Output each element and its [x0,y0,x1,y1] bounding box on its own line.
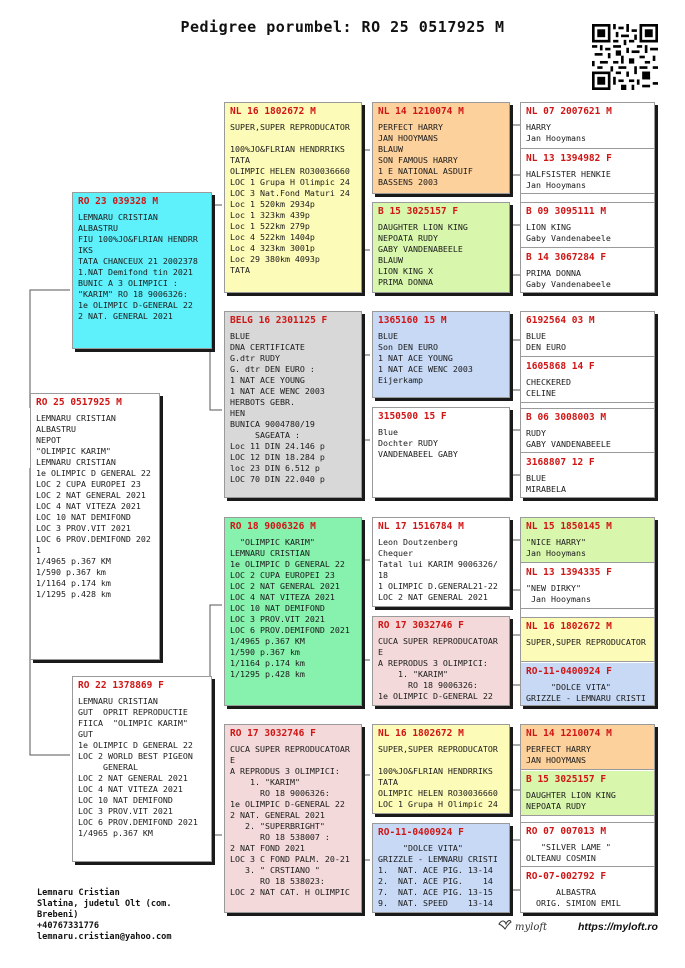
gggp-12[interactable] [521,663,654,706]
subject-details: LEMNARU CRISTIAN ALBASTRU NEPOT "OLIMPIC KARIM" LEMNARU CRISTIAN 1e OLIMPIC D GENERAL 22 LOC 2 CUPA EUROPEI 23 LOC 2 NAT GENERAL 2021 LOC 4 NAT VITEZA 2021 LOC 10 NAT DEMIFOND LOC 3 PROV.VIT 2021 LOC 6 PROV.DEMIFOND 2021 1/4965 p.367 KM 1/590 p.367 km 1/1164 p.174 km 1/1295 p.428 km [36,413,151,599]
gggp-7[interactable] [521,408,654,453]
gggp-5-details: BLUE DEN EURO [526,331,566,352]
ggp-1-ring: NL 14 1210074 M [378,106,464,117]
card-ggp-1[interactable] [372,102,510,194]
owner-email[interactable]: lemnaru.cristian@yahoo.com [37,932,172,942]
gggp-11-ring: NL 16 1802672 M [526,621,612,632]
gggp-13-details: PERFECT HARRY JAN HOOYMANS [526,744,591,765]
ggp-2-details: DAUGHTER LION KING NEPOATA RUDY GABY VANDENABEELE BLAUW LION KING X PRIMA DONNA [378,222,468,287]
card-mother[interactable] [72,676,212,862]
card-gggp-pair-3[interactable] [520,517,655,706]
ggp-6-ring: RO 17 3032746 F [378,620,464,631]
gggp-5-ring: 6192564 03 M [526,315,595,326]
card-maternal-grandfather[interactable] [224,517,362,706]
ggp-2-ring: B 15 3025157 F [378,206,459,217]
card-ggp-4[interactable] [372,407,510,498]
gggp-15-details: "SILVER LAME " OLTEANU COSMIN [526,842,611,863]
card-ggp-5[interactable] [372,517,510,607]
father-details: LEMNARU CRISTIAN ALBASTRU FIU 100%JO&FLRIAN HENDRR IKS TATA CHANCEUX 21 2002378 1.NAT Demifond tin 2021 BUNIC A 3 OLIMPICI : "KARIM" RO 18 9006326: 1e OLIMPIC D-GENERAL 22 2 NAT. GENERAL 2021 [78,212,198,321]
father-ring: RO 23 039328 M [78,196,159,207]
paternal-grandmother-details: BLUE DNA CERTIFICATE G.dtr RUDY G. dtr DEN EURO : 1 NAT ACE YOUNG 1 NAT ACE WENC 2003 HERBOTS GEBR. HEN BUNICA 9004780/19 SAGEATA : Loc 11 DIN 24.146 p LOC 12 DIN 18.284 p loc 23 DIN 6.512 p LOC 70 DIN 22.040 p [230,331,325,484]
gggp-16-ring: RO-07-002792 F [526,871,607,882]
paternal-grandfather-ring: NL 16 1802672 M [230,106,316,117]
ggp-3-ring: 1365160 15 M [378,315,447,326]
card-ggp-7[interactable] [372,724,510,814]
myloft-logo [498,918,547,933]
gggp-15-ring: RO 07 007013 M [526,826,607,837]
maternal-grandmother-details: CUCA SUPER REPRODUCATOAR E A REPRODUS 3 OLIMPICI: 1. "KARIM" RO 18 9006326: 1e OLIMPIC D-GENERAL 22 2 NAT. GENERAL 2021 2. "SUPERBRIGHT" RO 18 538007 : 2 NAT FOND 2021 LOC 3 C FOND PALM. 20-21 3. " CRSTIANO " RO 18 538023: LOC 2 NAT CAT. H OLIMPIC [230,744,350,897]
gggp-15[interactable] [521,822,654,867]
gggp-8-details: BLUE MIRABELA [526,473,566,494]
owner-info [37,888,172,943]
owner-location-2: Brebeni) [37,910,79,920]
card-ggp-8[interactable] [372,823,510,913]
gggp-9-ring: NL 15 1850145 M [526,521,612,532]
gggp-16[interactable] [521,868,654,913]
maternal-grandfather-ring: RO 18 9006326 M [230,521,316,532]
gggp-1[interactable] [521,103,654,149]
card-maternal-grandmother[interactable] [224,724,362,913]
ggp-8-details: "DOLCE VITA" GRIZZLE - LEMNARU CRISTI 1. NAT. ACE PIG. 13-14 2. NAT. ACE PIG. 14 7. NAT. ACE PIG. 13-15 9. NAT. SPEED 13-14 [378,843,498,908]
gggp-6-ring: 1605868 14 F [526,361,595,372]
gggp-11-details: SUPER,SUPER REPRODUCATOR [526,637,646,647]
gggp-9-details: "NICE HARRY" Jan Hooymans [526,537,586,558]
card-subject[interactable] [30,393,160,660]
gggp-13[interactable] [521,725,654,770]
gggp-1-ring: NL 07 2007621 M [526,106,612,117]
gggp-12-ring: RO-11-0400924 F [526,666,612,677]
qr-code [592,24,658,90]
gggp-1-details: HARRY Jan Hooymans [526,122,586,143]
maternal-grandmother-ring: RO 17 3032746 F [230,728,316,739]
logo-text: myloft [515,922,548,933]
gggp-12-details: "DOLCE VITA" GRIZZLE - LEMNARU CRISTI [526,682,646,703]
card-ggp-6[interactable] [372,616,510,706]
gggp-10[interactable] [521,564,654,609]
card-gggp-pair-1[interactable] [520,102,655,293]
owner-location: Slatina, judetul Olt (com. [37,899,172,909]
paternal-grandmother-ring: BELG 16 2301125 F [230,315,328,326]
ggp-8-ring: RO-11-0400924 F [378,827,464,838]
owner-name: Lemnaru Cristian [37,888,120,898]
gggp-4-ring: B 14 3067284 F [526,252,607,263]
card-paternal-grandfather[interactable] [224,102,362,293]
ggp-4-details: Blue Dochter RUDY VANDENABEEL GABY [378,427,458,459]
gggp-14[interactable] [521,771,654,816]
card-ggp-2[interactable] [372,202,510,293]
gggp-3-details: LION KING Gaby Vandenabeele [526,222,611,243]
ggp-4-ring: 3150500 15 F [378,411,447,422]
gggp-16-details: ALBASTRA ORIG. SIMION EMIL [536,887,621,908]
gggp-5[interactable] [521,312,654,357]
mother-ring: RO 22 1378869 F [78,680,164,691]
ggp-1-details: PERFECT HARRY JAN HOOYMANS BLAUW SON FAMOUS HARRY 1 E NATIONAL ASDUIF BASSENS 2003 [378,122,473,187]
card-ggp-3[interactable] [372,311,510,398]
gggp-7-details: RUDY GABY VANDENABEELE [526,428,611,449]
card-father[interactable] [72,192,212,349]
gggp-8[interactable] [521,454,654,498]
ggp-7-details: SUPER,SUPER REPRODUCATOR 100%JO&FLRIAN HENDRRIKS TATA OLIMPIC HELEN RO30036660 LOC 1 Grupa H Olimpic 24 [378,744,498,809]
gggp-3-ring: B 09 3095111 M [526,206,607,217]
gggp-10-ring: NL 13 1394335 F [526,567,612,578]
gggp-8-ring: 3168807 12 F [526,457,595,468]
gggp-11[interactable] [521,617,654,662]
gggp-2[interactable] [521,150,654,194]
ggp-7-ring: NL 16 1802672 M [378,728,464,739]
subject-ring: RO 25 0517925 M [36,397,122,408]
maternal-grandfather-details: "OLIMPIC KARIM" LEMNARU CRISTIAN 1e OLIMPIC D GENERAL 22 LOC 2 CUPA EUROPEI 23 LOC 2 NAT GENERAL 2021 LOC 4 NAT VITEZA 2021 LOC 10 NAT DEMIFOND LOC 3 PROV.VIT 2021 LOC 6 PROV.DEMIFOND 2021 1/4965 p.367 KM 1/590 p.367 km 1/1164 p.174 km 1/1295 p.428 km [230,537,350,679]
gggp-3[interactable] [521,202,654,248]
ggp-5-details: Leon Doutzenberg Chequer Tatal lui KARIM 9006326/ 18 1 OLIMPIC D.GENERAL21-22 LOC 2 NAT GENERAL 2021 [378,537,498,602]
gggp-4-details: PRIMA DONNA Gaby Vandenabeele [526,268,611,289]
gggp-6-details: CHECKERED CELINE [526,377,571,398]
gggp-7-ring: B 06 3008003 M [526,412,607,423]
gggp-6[interactable] [521,358,654,403]
ggp-6-details: CUCA SUPER REPRODUCATOAR E A REPRODUS 3 OLIMPICI: 1. "KARIM" RO 18 9006326: 1e OLIMPIC D-GENERAL 22 [378,636,498,701]
gggp-9[interactable] [521,518,654,563]
gggp-2-ring: NL 13 1394982 F [526,153,612,164]
bird-icon [498,918,512,933]
gggp-10-details: "NEW DIRKY" Jan Hooymans [526,583,591,604]
gggp-4[interactable] [521,249,654,293]
gggp-2-details: HALFSISTER HENKIE Jan Hooymans [526,169,611,190]
gggp-14-details: DAUGHTER LION KING NEPOATA RUDY [526,790,616,811]
owner-phone: +40767331776 [37,921,100,931]
site-link[interactable]: https://myloft.ro [578,921,658,933]
gggp-14-ring: B 15 3025157 F [526,774,607,785]
page-title: Pedigree porumbel: RO 25 0517925 M [180,18,505,36]
card-paternal-grandmother[interactable] [224,311,362,498]
ggp-5-ring: NL 17 1516784 M [378,521,464,532]
mother-details: LEMNARU CRISTIAN GUT OPRIT REPRODUCTIE FIICA "OLIMPIC KARIM" GUT 1e OLIMPIC D GENERAL 22 LOC 2 WORLD BEST PIGEON GENERAL LOC 2 NAT GENERAL 2021 LOC 4 NAT VITEZA 2021 LOC 10 NAT DEMIFOND LOC 3 PROV.VIT 2021 LOC 6 PROV.DEMIFOND 2021 1/4965 p.367 KM [78,696,198,838]
card-gggp-pair-2[interactable] [520,311,655,498]
card-gggp-pair-4[interactable] [520,724,655,913]
ggp-3-details: BLUE Son DEN EURO 1 NAT ACE YOUNG 1 NAT ACE WENC 2003 Eijerkamp [378,331,473,385]
paternal-grandfather-details: SUPER,SUPER REPRODUCATOR 100%JO&FLRIAN HENDRRIKS TATA OLIMPIC HELEN RO30036660 LOC 1 Grupa H Olimpic 24 LOC 3 Nat.Fond Maturi 24 Loc 1 520km 2934p Loc 1 323km 439p Loc 1 522km 279p Loc 4 522km 1404p Loc 4 323km 3001p Loc 29 380km 4093p TATA [230,122,350,275]
gggp-13-ring: NL 14 1210074 M [526,728,612,739]
